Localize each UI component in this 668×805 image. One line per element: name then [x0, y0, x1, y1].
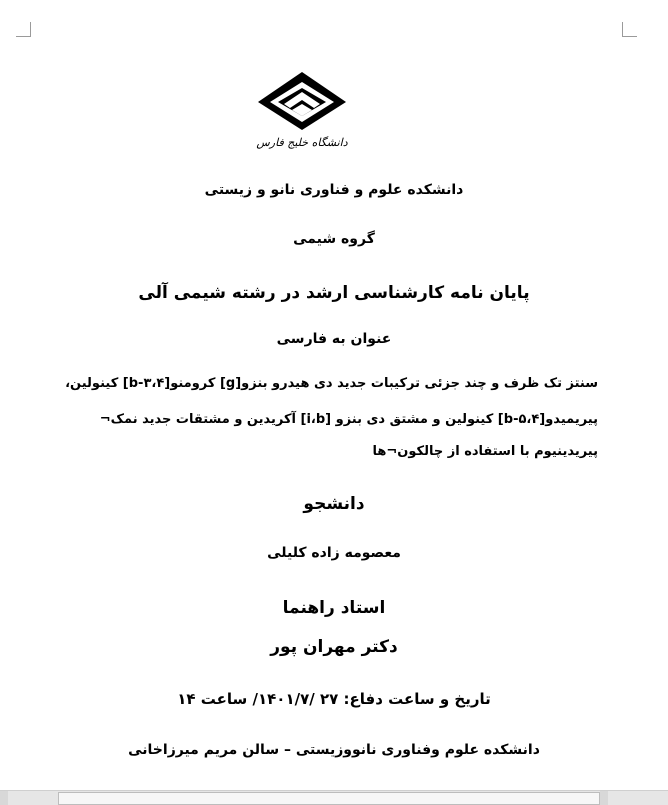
scroll-right-button[interactable]: [600, 791, 608, 805]
thesis-type: پایان نامه کارشناسی ارشد در رشته شیمی آلی: [138, 283, 530, 303]
crop-mark-top-right: [622, 22, 637, 37]
defense-venue: دانشکده علوم وفناوری نانووزیستی – سالن مریم میرزاخانی: [128, 742, 540, 758]
thesis-title-line-1: سنتز تک ظرف و چند جزئی ترکیبات جدید دی هیدرو بنزو[g] کرومنو[۳،۴-b] کینولین،: [65, 376, 598, 391]
horizontal-scrollbar[interactable]: [0, 790, 668, 805]
university-logo-icon: [254, 70, 350, 130]
faculty-name: دانشکده علوم و فناوری نانو و زیستی: [204, 182, 464, 198]
student-name: معصومه زاده کلیلی: [267, 545, 401, 561]
defense-datetime: تاریخ و ساعت دفاع: ۲۷ /۱۴۰۱/۷/ ساعت ۱۴: [177, 690, 491, 708]
student-label: دانشجو: [303, 494, 365, 514]
advisor-name: دکتر مهران پور: [270, 637, 398, 657]
thesis-title-line-3: پیریدینیوم با استفاده از چالکون¬ها: [372, 444, 598, 459]
thesis-title-line-2: پیریمیدو[۵،۴-b] کینولین و مشتق دی بنزو [i،b] آکریدین و مشتقات جدید نمک¬: [99, 412, 598, 427]
title-heading: عنوان به فارسی: [276, 331, 392, 347]
department-name: گروه شیمی: [293, 231, 375, 247]
advisor-label: استاد راهنما: [282, 598, 386, 618]
crop-mark-top-left: [16, 22, 31, 37]
logo-caption: دانشگاه خلیج فارس: [256, 136, 348, 149]
scroll-left-button[interactable]: [0, 791, 8, 805]
scrollbar-thumb[interactable]: [58, 792, 600, 805]
